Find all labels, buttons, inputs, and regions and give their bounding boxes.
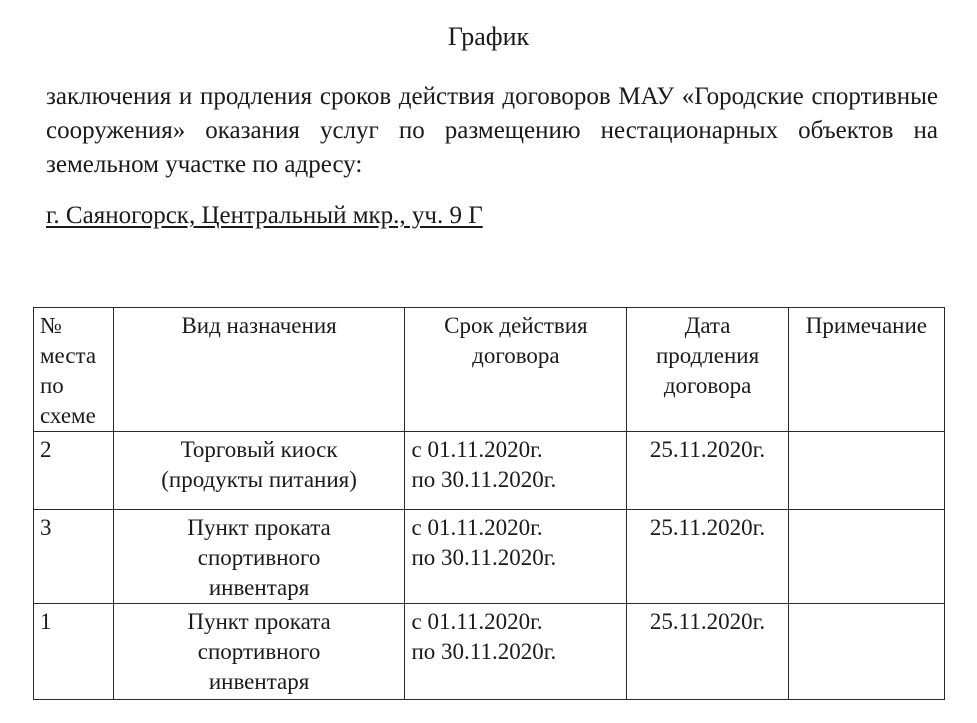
header-text-line: места (40, 343, 97, 368)
cell-note (788, 510, 944, 604)
cell-text-line: по 30.11.2020г. (411, 639, 557, 664)
cell-text-line: спортивного (197, 545, 321, 570)
table-row (34, 604, 945, 700)
cell-text-line: (продукты питания) (161, 467, 357, 492)
header-purpose: Вид назначения (113, 308, 405, 432)
cell-extension-date: 25.11.2020г. (627, 432, 789, 510)
cell-place-number: 2 (34, 432, 114, 510)
table-row (34, 510, 945, 604)
cell-text-line: с 01.11.2020г. (411, 437, 543, 462)
header-text-line: договора (663, 373, 752, 398)
cell-contract-term (405, 510, 627, 604)
cell-text-line: Пункт проката (187, 609, 331, 634)
header-note: Примечание (788, 308, 944, 432)
cell-contract-term (405, 604, 627, 700)
cell-text-line: с 01.11.2020г. (411, 609, 543, 634)
cell-extension-date: 25.11.2020г. (627, 510, 789, 604)
cell-purpose (113, 432, 405, 510)
header-text-line: № (40, 313, 62, 338)
cell-text-line: инвентаря (208, 575, 310, 600)
cell-note (788, 604, 944, 700)
cell-text-line: по 30.11.2020г. (411, 545, 557, 570)
cell-extension-date: 25.11.2020г. (627, 604, 789, 700)
cell-text-line: Пункт проката (187, 515, 331, 540)
cell-contract-term (405, 432, 627, 510)
cell-place-number: 1 (34, 604, 114, 700)
header-contract-term (405, 308, 627, 432)
header-place-number (34, 308, 114, 432)
cell-text-line: инвентаря (208, 669, 310, 694)
schedule-table (33, 307, 945, 700)
cell-text-line: с 01.11.2020г. (411, 515, 543, 540)
document-title: График (447, 22, 530, 51)
header-text-line: по (40, 373, 64, 398)
intro-paragraph: заключения и продления сроков действия договоров МАУ «Городские спортивные сооружения» оказания услуг по размещению нестационарных объектов на земельном участке по адресу: (46, 83, 938, 178)
header-text-line: продления (655, 343, 760, 368)
header-text-line: договора (472, 343, 560, 368)
cell-text-line: спортивного (197, 639, 321, 664)
cell-text-line: по 30.11.2020г. (411, 467, 557, 492)
table-row (34, 432, 945, 510)
header-text-line: Дата (684, 313, 731, 338)
table-header-row (34, 308, 945, 432)
header-text-line: Срок действия (444, 313, 588, 338)
address-line: г. Саяногорск, Центральный мкр., уч. 9 Г (46, 202, 483, 229)
cell-purpose (113, 510, 405, 604)
cell-text-line: Торговый киоск (180, 437, 338, 462)
cell-purpose (113, 604, 405, 700)
header-extension-date (627, 308, 789, 432)
cell-place-number: 3 (34, 510, 114, 604)
cell-note (788, 432, 944, 510)
header-text-line: схеме (40, 403, 96, 428)
